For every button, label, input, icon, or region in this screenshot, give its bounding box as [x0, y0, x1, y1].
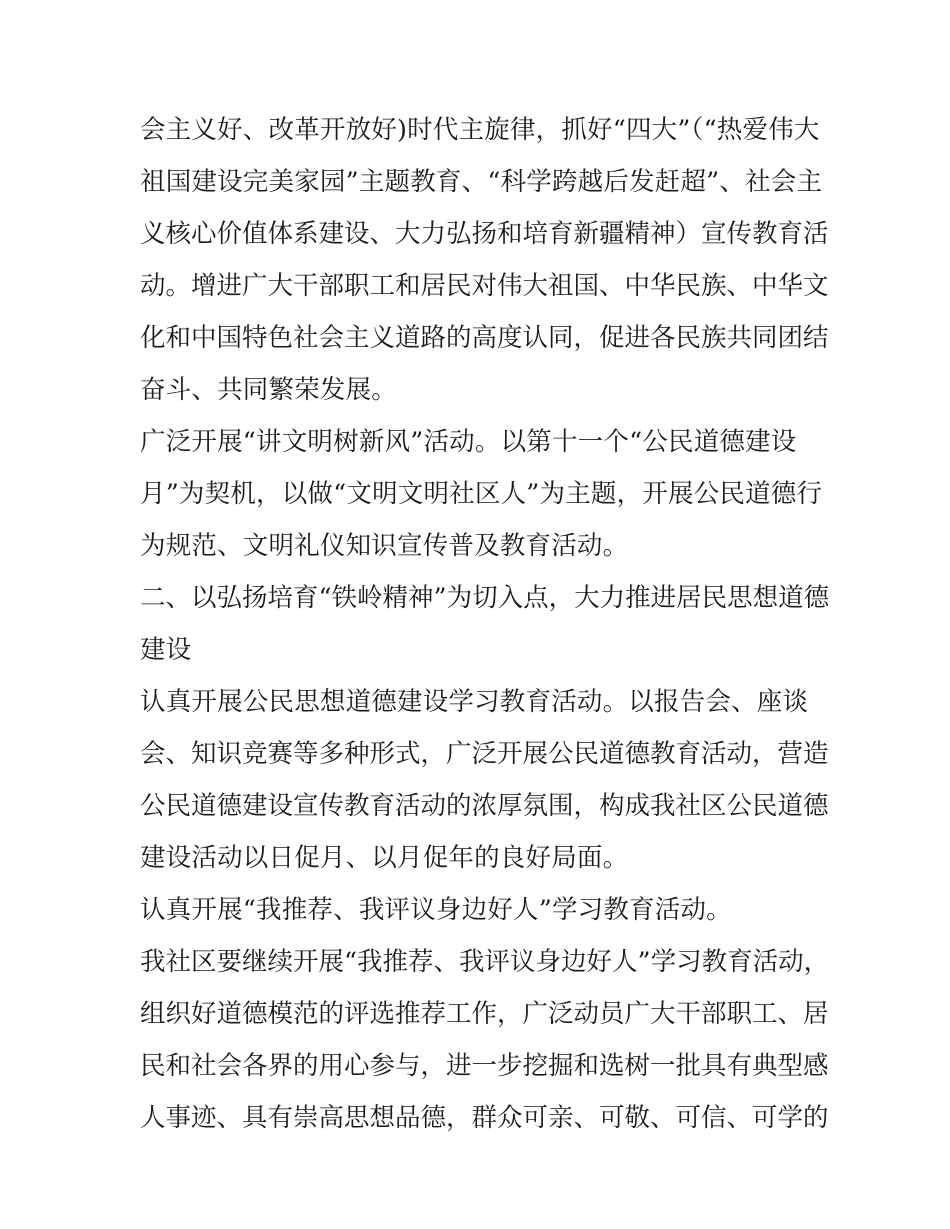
text-line: 为规范、文明礼仪知识宣传普及教育活动。	[140, 531, 629, 561]
text-line: 会主义好、改革开放好)时代主旋律，抓好“四大”（“热爱伟大	[140, 115, 820, 145]
text-line: 义核心价值体系建设、大力弘扬和培育新疆精神）宣传教育活	[140, 219, 829, 249]
text-line: 公民道德建设宣传教育活动的浓厚氛围，构成我社区公民道德	[140, 791, 829, 821]
document-body	[140, 104, 830, 1144]
text-line: 认真开展“我推荐、我评议身边好人”学习教育活动。	[140, 895, 732, 925]
text-line: 建设活动以日促月、以月促年的良好局面。	[140, 843, 629, 873]
text-line: 民和社会各界的用心参与，进一步挖掘和选树一批具有典型感	[140, 1051, 829, 1081]
text-line: 认真开展公民思想道德建设学习教育活动。以报告会、座谈	[140, 687, 809, 717]
text-line: 我社区要继续开展“我推荐、我评议身边好人”学习教育活动，	[140, 947, 830, 977]
text-line: 组织好道德模范的评选推荐工作，广泛动员广大干部职工、居	[140, 999, 829, 1029]
text-line: 祖国建设完美家园”主题教育、“科学跨越后发赶超”、社会主	[140, 167, 823, 197]
text-line: 广泛开展“讲文明树新风”活动。以第十一个“公民道德建设	[140, 427, 797, 457]
section-heading-line: 建设	[140, 635, 192, 665]
text-line: 人事迹、具有崇高思想品德，群众可亲、可敬、可信、可学的	[140, 1103, 829, 1133]
text-line: 动。增进广大干部职工和居民对伟大祖国、中华民族、中华文	[140, 271, 829, 301]
section-heading-line: 二、以弘扬培育“铁岭精神”为切入点，大力推进居民思想道德	[140, 583, 830, 613]
text-line: 化和中国特色社会主义道路的高度认同，促进各民族共同团结	[140, 323, 829, 353]
text-line: 会、知识竞赛等多种形式，广泛开展公民道德教育活动，营造	[140, 739, 829, 769]
text-line: 月”为契机，以做“文明文明社区人”为主题，开展公民道德行	[140, 479, 823, 509]
text-line: 奋斗、共同繁荣发展。	[140, 375, 398, 405]
